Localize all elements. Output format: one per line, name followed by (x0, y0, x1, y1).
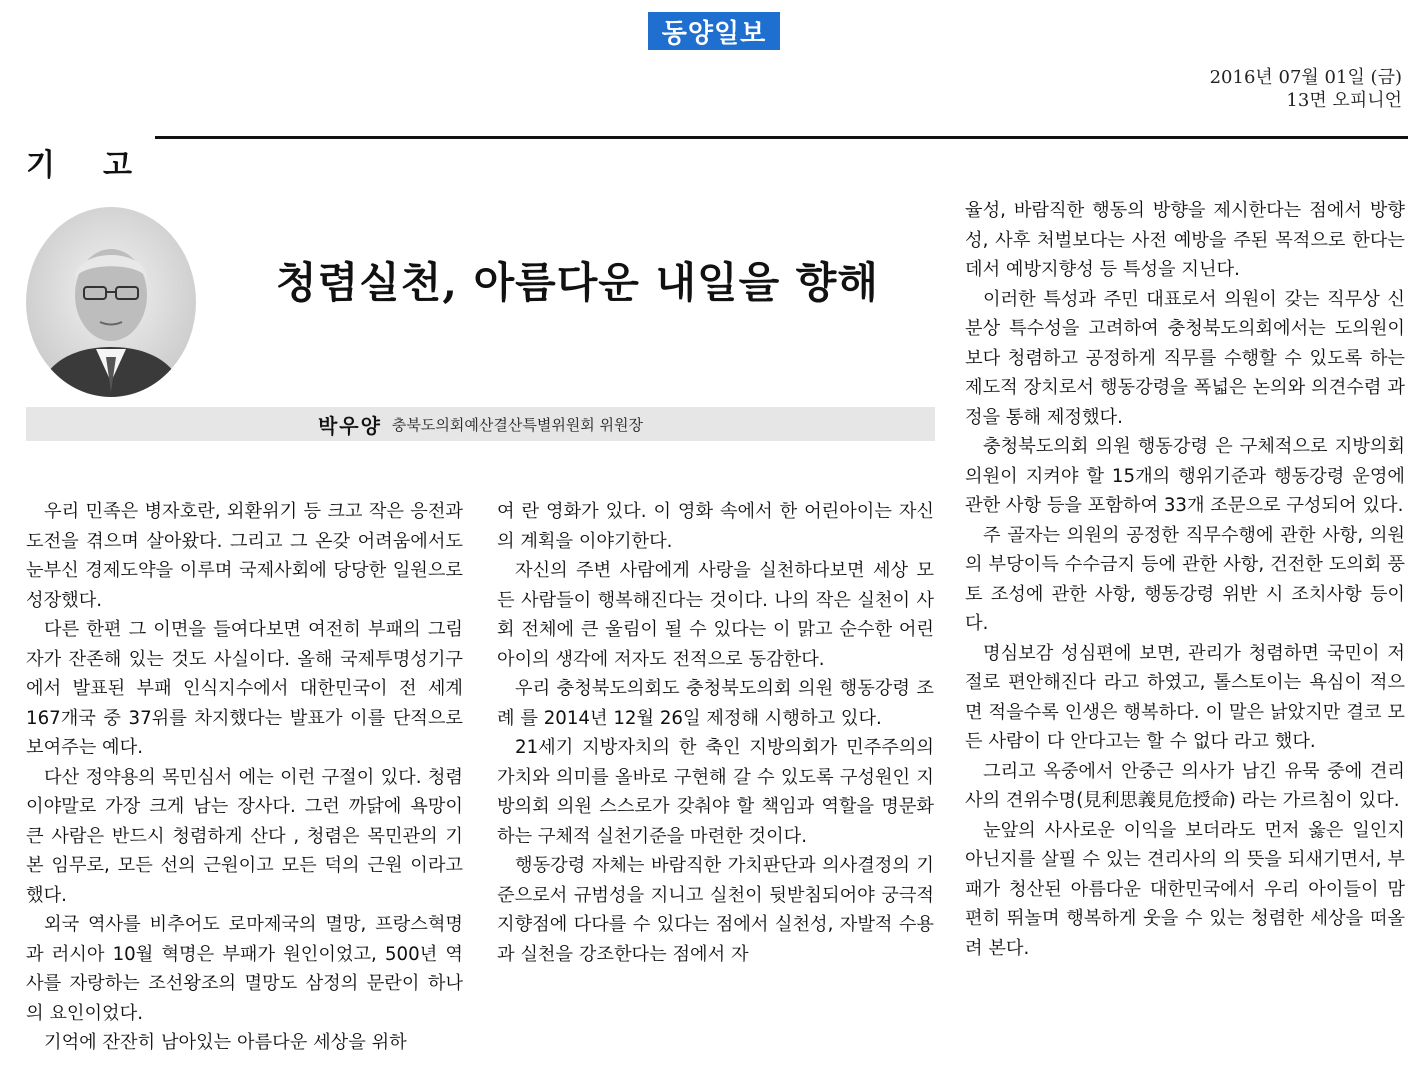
paragraph: 21세기 지방자치의 한 축인 지방의회가 민주주의의 가치와 의미를 올바로 구현해 갈 수 있도록 구성원인 지방의회 의원 스스로가 갖춰야 할 책임과 역할을 명문화하는 구체적 실천기준을 마련한 것이다. (497, 737, 934, 847)
paragraph: 그리고 옥중에서 안중근 의사가 남긴 유묵 중에 견리사의 견위수명(見利思義見危授命) 라는 가르침이 있다. (965, 760, 1405, 811)
header-rule (155, 136, 1408, 139)
paragraph: 다른 한편 그 이면을 들여다보면 여전히 부패의 그림자가 잔존해 있는 것도 사실이다. 올해 국제투명성기구에서 발표된 부패 인식지수에서 대한민국이 전 세계 167개국 중 37위를 차지했다는 발표가 이를 단적으로 보여주는 예다. (26, 619, 463, 758)
publication-date: 2016년 07월 01일 (금) (1209, 67, 1402, 88)
paragraph: 충청북도의회 의원 행동강령 은 구체적으로 지방의회 의원이 지켜야 할 15개의 행위기준과 행동강령 운영에 관한 사항 등을 포함하여 33개 조문으로 구성되어 있다. (965, 436, 1405, 516)
author-title: 충북도의회예산결산특별위원회 위원장 (391, 415, 644, 434)
body-column-2 (497, 497, 934, 969)
paragraph: 자신의 주변 사람에게 사랑을 실천하다보면 세상 모든 사람들이 행복해진다는 것이다. 나의 작은 실천이 사회 전체에 큰 울림이 될 수 있다는 이 맑고 순수한 어린아이의 생각에 저자도 전적으로 동감한다. (497, 560, 934, 670)
paragraph: 우리 충청북도의회도 충청북도의회 의원 행동강령 조례 를 2014년 12월 26일 제정해 시행하고 있다. (497, 678, 934, 729)
author-portrait-icon (26, 207, 196, 397)
newspaper-logo: 동양일보 (648, 12, 780, 50)
body-column-1 (26, 497, 463, 1058)
paragraph: 기억에 잔잔히 남아있는 아름다운 세상을 위하 (44, 1032, 407, 1053)
paragraph: 외국 역사를 비추어도 로마제국의 멸망, 프랑스혁명과 러시아 10월 혁명은 부패가 원인이었고, 500년 역사를 자랑하는 조선왕조의 멸망도 삼정의 문란이 하나의 요인이었다. (26, 914, 463, 1024)
paragraph: 이러한 특성과 주민 대표로서 의원이 갖는 직무상 신분상 특수성을 고려하여 충청북도의회에서는 도의원이 보다 청렴하고 공정하게 직무를 수행할 수 있도록 하는 제도적 장치로서 행동강령을 폭넓은 논의와 의견수렴 과정을 통해 제정했다. (965, 288, 1405, 428)
paragraph: 눈앞의 사사로운 이익을 보더라도 먼저 옳은 일인지 아닌지를 살필 수 있는 견리사의 의 뜻을 되새기면서, 부패가 청산된 아름다운 대한민국에서 우리 아이들이 맘 편히 뛰놀며 행복하게 웃을 수 있는 청렴한 세상을 떠올려 본다. (965, 819, 1405, 959)
byline-bar (26, 407, 935, 441)
page-section: 13면 오피니언 (1286, 90, 1402, 111)
column-label: 기고 (26, 148, 180, 183)
paragraph: 율성, 바람직한 행동의 방향을 제시한다는 점에서 방향성, 사후 처벌보다는 사전 예방을 주된 목적으로 한다는 데서 예방지향성 등 특성을 지닌다. (965, 200, 1405, 280)
dateline (1210, 66, 1402, 112)
paragraph: 여 란 영화가 있다. 이 영화 속에서 한 어린아이는 자신의 계획을 이야기한다. (497, 501, 934, 552)
author-photo (26, 207, 196, 397)
author-name: 박우양 (317, 413, 382, 438)
article-headline: 청렴실천, 아름다운 내일을 향해 (276, 258, 879, 307)
paragraph: 주 골자는 의원의 공정한 직무수행에 관한 사항, 의원의 부당이득 수수금지 등에 관한 사항, 건전한 도의회 풍토 조성에 관한 사항, 행동강령 위반 시 조치사항 등이다. (965, 524, 1405, 634)
paragraph: 다산 정약용의 목민심서 에는 이런 구절이 있다. 청렴이야말로 가장 크게 남는 장사다. 그런 까닭에 욕망이 큰 사람은 반드시 청렴하게 산다 , 청렴은 목민관의 기본 임무로, 모든 선의 근원이고 모든 덕의 근원 이라고 했다. (26, 766, 463, 906)
paragraph: 우리 민족은 병자호란, 외환위기 등 크고 작은 응전과 도전을 겪으며 살아왔다. 그리고 그 온갖 어려움에서도 눈부신 경제도약을 이루며 국제사회에 당당한 일원으로 성장했다. (26, 501, 463, 611)
paragraph: 명심보감 성심편에 보면, 관리가 청렴하면 국민이 저절로 편안해진다 라고 하였고, 톨스토이는 욕심이 적으면 적을수록 인생은 행복하다. 이 말은 낡았지만 결코 모든 사람이 다 안다고는 할 수 없다 라고 했다. (965, 642, 1405, 752)
body-column-3 (965, 196, 1405, 963)
paragraph: 행동강령 자체는 바람직한 가치판단과 의사결정의 기준으로서 규범성을 지니고 실천이 뒷받침되어야 궁극적 지향점에 다다를 수 있다는 점에서 실천성, 자발적 수용과 실천을 강조한다는 점에서 자 (497, 855, 934, 965)
